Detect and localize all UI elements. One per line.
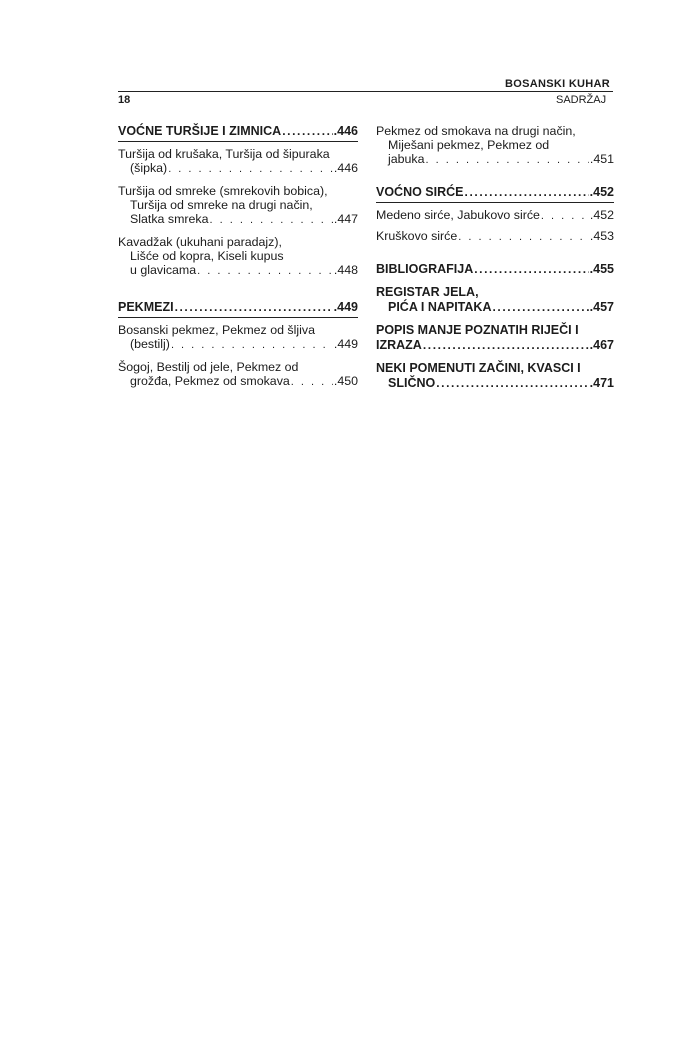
leader-dots [175, 300, 333, 315]
toc-right-column [376, 124, 614, 398]
toc-section-heading [118, 124, 358, 142]
entry-page: .447 [333, 212, 358, 226]
toc-section-heading [376, 185, 614, 203]
entry-line: Turšija od smreke (smrekovih bobica), [118, 184, 328, 198]
section-page: .446 [333, 124, 358, 138]
section-title: PIĆA I NAPITAKA [388, 300, 492, 314]
entry-line: Miješani pekmez, Pekmez od [388, 138, 550, 152]
toc-section-heading [118, 300, 358, 318]
section-title: BIBLIOGRAFIJA [376, 262, 474, 276]
section-title: VOĆNO SIRĆE [376, 185, 464, 199]
leader-dots [492, 300, 588, 315]
section-page: .449 [333, 300, 358, 314]
entry-line: Šogoj, Bestilj od jele, Pekmez od [118, 360, 299, 374]
section-title: NEKI POMENUTI ZAČINI, KVASCI I [376, 361, 581, 375]
leader-dots [465, 185, 589, 200]
leader-dots [474, 262, 588, 277]
section-title: PEKMEZI [118, 300, 174, 314]
leader-dots [168, 162, 333, 176]
leader-dots [423, 338, 589, 353]
toc-entry [376, 208, 614, 223]
entry-line: Turšija od krušaka, Turšija od šipuraka [118, 147, 330, 161]
toc-entry [376, 229, 614, 244]
toc-entry [118, 147, 358, 176]
entry-line: Slatka smreka [130, 212, 209, 226]
page-number: 18 [118, 94, 131, 106]
entry-page: .452 [589, 208, 614, 222]
toc-left-column [118, 124, 358, 397]
running-header-book-title: BOSANSKI KUHAR [505, 78, 611, 90]
section-title: SLIČNO [388, 376, 436, 390]
entry-line: Kruškovo sirće [376, 229, 458, 243]
section-page: .455 [589, 262, 614, 276]
section-page: .471 [589, 376, 614, 390]
toc-entry [118, 235, 358, 278]
toc-heading-registar [376, 285, 614, 317]
entry-line: Turšija od smreke na drugi način, [130, 198, 313, 212]
section-page: .457 [589, 300, 614, 314]
entry-page: .453 [589, 229, 614, 243]
running-header-section: SADRŽAJ [556, 94, 607, 106]
entry-line: (bestilj) [130, 337, 170, 351]
entry-line: (šipka) [130, 161, 168, 175]
leader-dots [458, 230, 589, 244]
entry-line: Lišće od kopra, Kiseli kupus [130, 249, 284, 263]
leader-dots [171, 338, 333, 352]
toc-entry [118, 184, 358, 227]
header-rule [118, 91, 613, 92]
entry-page: .449 [333, 337, 358, 351]
leader-dots [197, 264, 333, 278]
leader-dots [541, 209, 589, 223]
toc-heading-bibliografija [376, 262, 614, 279]
leader-dots [282, 124, 332, 139]
section-title: IZRAZA [376, 338, 422, 352]
entry-line: u glavicama [130, 263, 197, 277]
toc-heading-popis [376, 323, 614, 355]
entry-line: jabuka [388, 152, 425, 166]
section-page: .452 [589, 185, 614, 199]
entry-line: Medeno sirće, Jabukovo sirće [376, 208, 540, 222]
entry-page: .448 [333, 263, 358, 277]
entry-page: .451 [589, 152, 614, 166]
section-page: .467 [589, 338, 614, 352]
section-title: REGISTAR JELA, [376, 285, 479, 299]
toc-entry [118, 323, 358, 352]
toc-entry [376, 124, 614, 167]
entry-line: Kavadžak (ukuhani paradajz), [118, 235, 282, 249]
entry-line: Bosanski pekmez, Pekmez od šljiva [118, 323, 315, 337]
leader-dots [210, 213, 333, 227]
entry-line: Pekmez od smokava na drugi način, [376, 124, 576, 138]
toc-entry [118, 360, 358, 389]
section-title: POPIS MANJE POZNATIH RIJEČI I [376, 323, 579, 337]
entry-line: grožđa, Pekmez od smokava [130, 374, 290, 388]
toc-heading-zacini [376, 361, 614, 393]
leader-dots [291, 375, 333, 389]
leader-dots [436, 376, 588, 391]
section-title: VOĆNE TURŠIJE I ZIMNICA [118, 124, 282, 138]
leader-dots [426, 153, 589, 167]
entry-page: .450 [333, 374, 358, 388]
entry-page: .446 [333, 161, 358, 175]
